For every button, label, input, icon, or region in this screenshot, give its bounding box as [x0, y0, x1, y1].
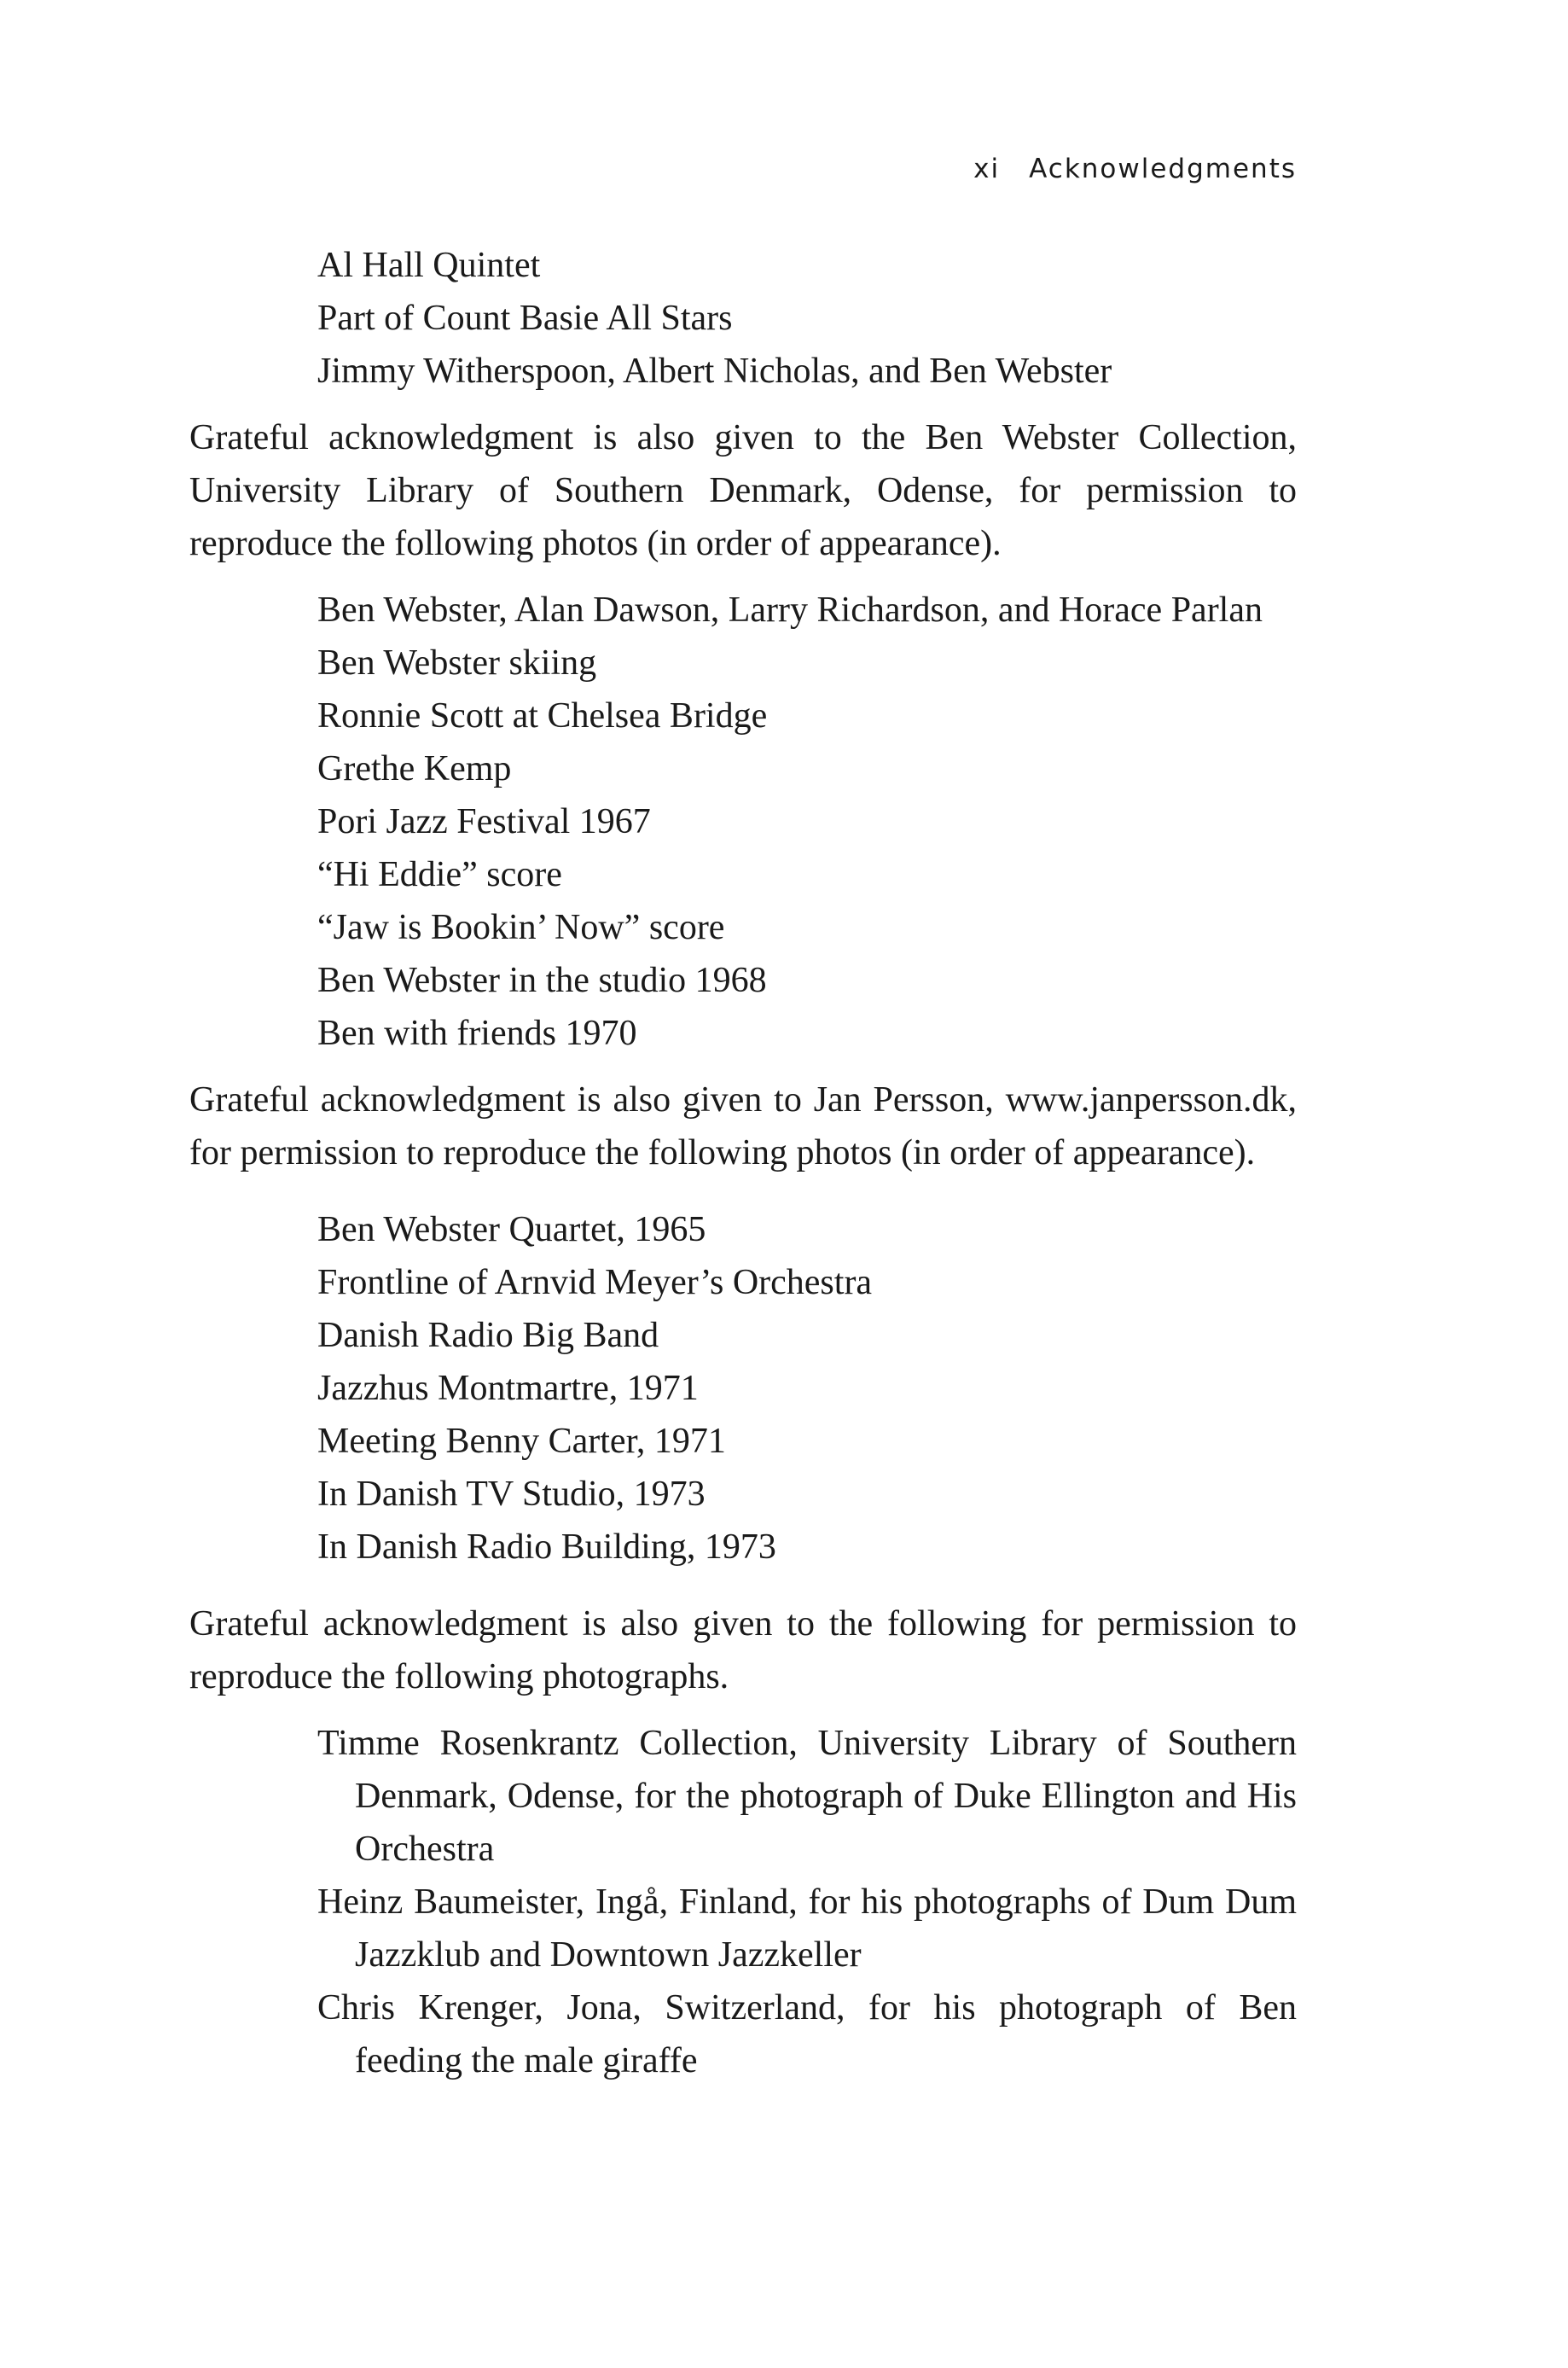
photo-credit-list-4	[189, 1717, 1297, 2087]
list-item: Grethe Kemp	[317, 749, 512, 788]
list-item: Danish Radio Big Band	[317, 1316, 659, 1355]
list-item: “Hi Eddie” score	[317, 855, 562, 894]
list-item: Meeting Benny Carter, 1971	[317, 1422, 726, 1461]
chapter-title: Acknowledgments	[1029, 154, 1297, 184]
running-head	[973, 154, 1297, 184]
page-number: xi	[973, 154, 1001, 184]
list-item: Jimmy Witherspoon, Albert Nicholas, and Ben Webster	[317, 352, 1112, 391]
acknowledgment-paragraph-others: Grateful acknowledgment is also given to the following for permission to reproduce the following photographs.	[189, 1604, 1297, 1696]
list-item: In Danish TV Studio, 1973	[317, 1475, 706, 1514]
list-item: In Danish Radio Building, 1973	[317, 1527, 776, 1567]
photo-credit-list-2	[189, 584, 1297, 1060]
list-item: Jazzhus Montmartre, 1971	[317, 1369, 699, 1408]
list-item: Pori Jazz Festival 1967	[317, 802, 651, 841]
list-item: Ben Webster in the studio 1968	[317, 961, 767, 1000]
page-body	[189, 239, 1297, 2087]
list-item: Ben Webster skiing	[317, 643, 597, 683]
list-item: Ronnie Scott at Chelsea Bridge	[317, 696, 768, 736]
list-item: “Jaw is Bookin’ Now” score	[317, 908, 725, 947]
list-item: Part of Count Basie All Stars	[317, 299, 733, 338]
list-item: Frontline of Arnvid Meyer’s Orchestra	[317, 1263, 873, 1302]
acknowledgment-paragraph-jan-persson: Grateful acknowledgment is also given to Jan Persson, www.janpersson.dk, for permission to reproduce the following photos (in order of appearance).	[189, 1080, 1297, 1172]
list-item: Chris Krenger, Jona, Switzerland, for his photograph of Ben feeding the male giraffe	[317, 1988, 1297, 2080]
photo-credit-list-3	[189, 1203, 1297, 1574]
list-item: Heinz Baumeister, Ingå, Finland, for his photographs of Dum Dum Jazzklub and Downtown Jazzkeller	[317, 1882, 1297, 1975]
list-item: Ben Webster, Alan Dawson, Larry Richardson, and Horace Parlan	[317, 591, 1263, 630]
list-item: Al Hall Quintet	[317, 246, 541, 285]
acknowledgment-paragraph-webster-collection: Grateful acknowledgment is also given to the Ben Webster Collection, University Library of Southern Denmark, Odense, for permission to reproduce the following photos (in order of appearance).	[189, 418, 1297, 563]
photo-credit-list-1	[189, 239, 1297, 398]
list-item: Ben with friends 1970	[317, 1014, 637, 1053]
list-item: Timme Rosenkrantz Collection, University Library of Southern Denmark, Odense, for the photograph of Duke Ellington and His Orchestra	[317, 1724, 1297, 1869]
list-item: Ben Webster Quartet, 1965	[317, 1210, 706, 1249]
